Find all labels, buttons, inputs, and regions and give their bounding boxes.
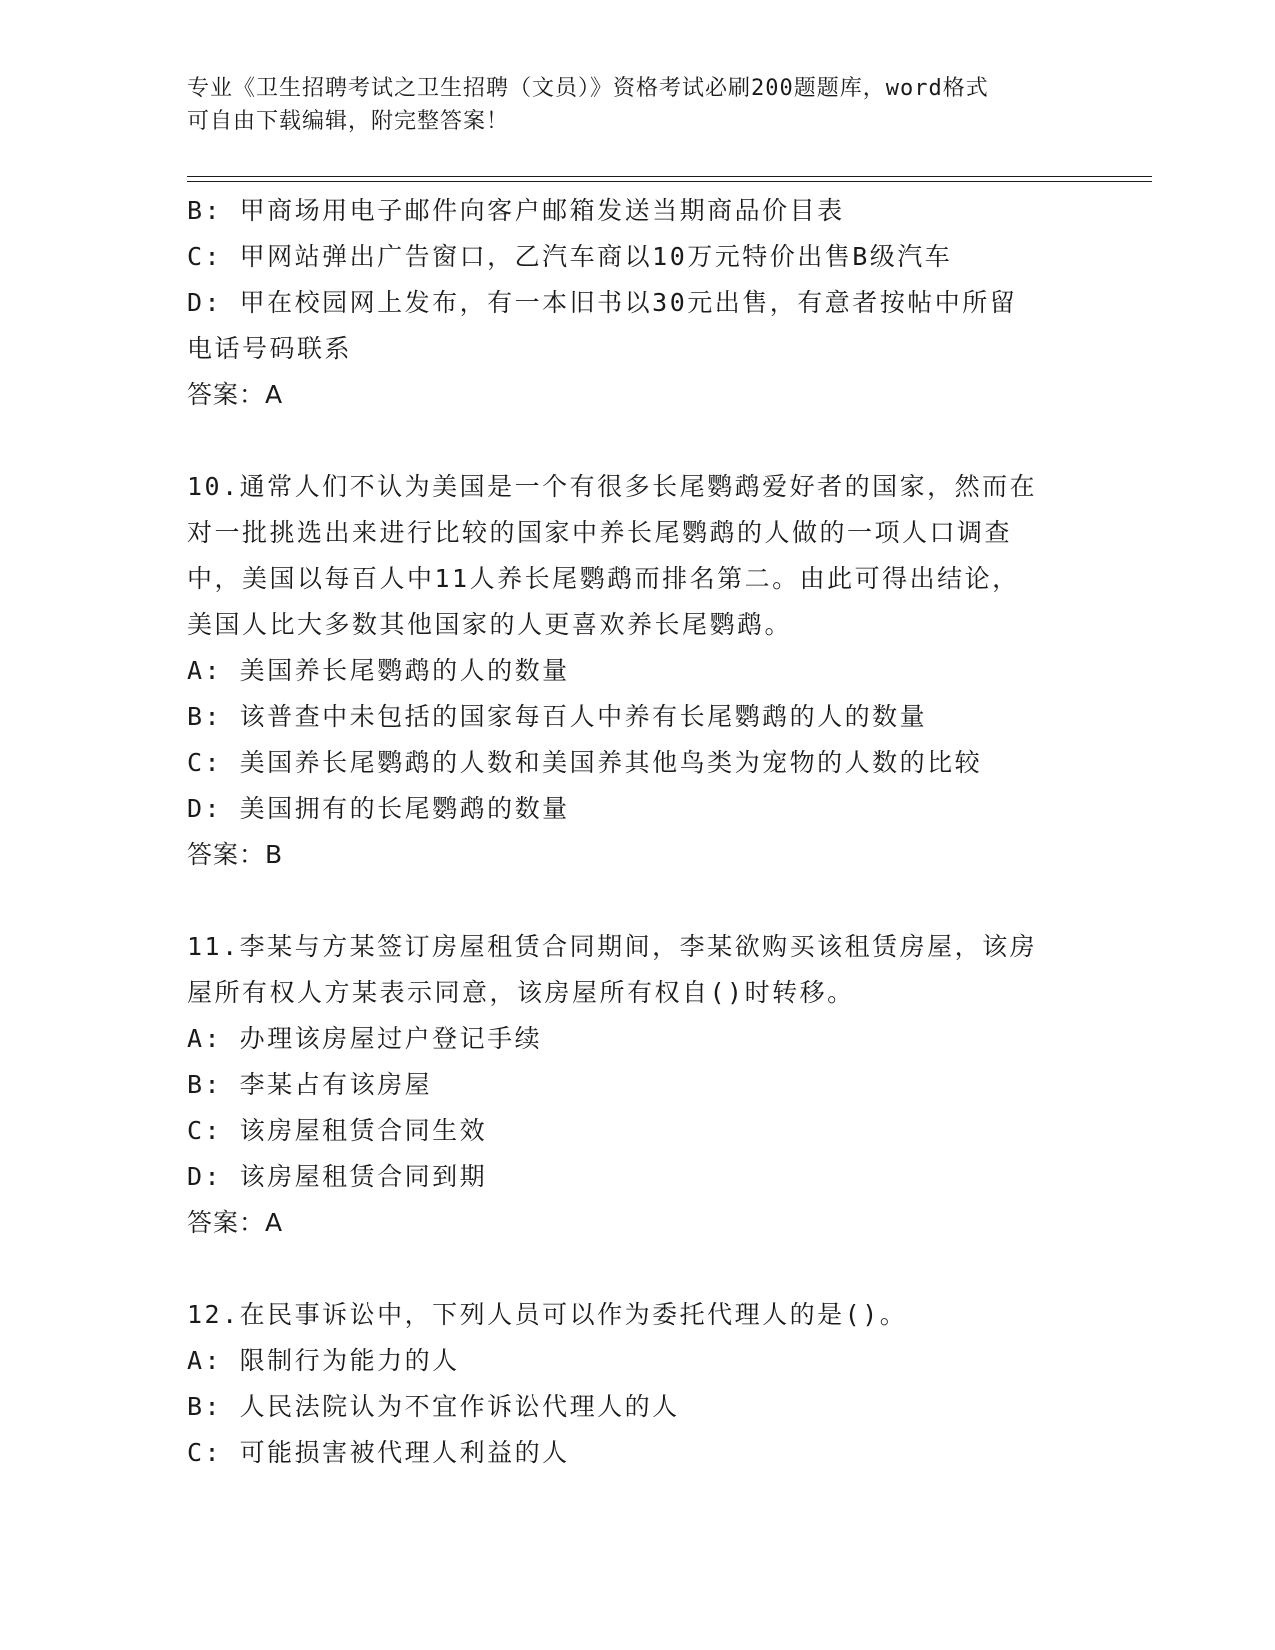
question-stem-continued: 屋所有权人方某表示同意，该房屋所有权自()时转移。 <box>187 978 855 1007</box>
question-stem: 10.通常人们不认为美国是一个有很多长尾鹦鹉爱好者的国家，然而在 <box>187 472 1038 501</box>
option-d: D: 该房屋租赁合同到期 <box>187 1162 488 1191</box>
spacer <box>187 418 1087 464</box>
option-a: A: 办理该房屋过户登记手续 <box>187 1024 543 1053</box>
header-rule-top <box>187 176 1152 177</box>
option-c: C: 甲网站弹出广告窗口，乙汽车商以10万元特价出售B级汽车 <box>187 242 953 271</box>
option-d: D: 美国拥有的长尾鹦鹉的数量 <box>187 794 570 823</box>
option-b: B: 人民法院认为不宜作诉讼代理人的人 <box>187 1392 680 1421</box>
question-12 <box>187 1292 1087 1476</box>
option-b: B: 该普查中未包括的国家每百人中养有长尾鹦鹉的人的数量 <box>187 702 928 731</box>
question-stem-continued: 对一批挑选出来进行比较的国家中养长尾鹦鹉的人做的一项人口调查 <box>187 518 1013 547</box>
option-c: C: 该房屋租赁合同生效 <box>187 1116 488 1145</box>
option-a: A: 限制行为能力的人 <box>187 1346 460 1375</box>
option-c: C: 美国养长尾鹦鹉的人数和美国养其他鸟类为宠物的人数的比较 <box>187 748 983 777</box>
spacer <box>187 878 1087 924</box>
question-stem-continued: 美国人比大多数其他国家的人更喜欢养长尾鹦鹉。 <box>187 610 793 639</box>
spacer <box>187 1246 1087 1292</box>
question-11 <box>187 924 1087 1246</box>
answer: 答案：A <box>187 380 284 409</box>
header-line-2: 可自由下载编辑，附完整答案！ <box>187 109 510 134</box>
question-10 <box>187 464 1087 878</box>
option-b: B: 李某占有该房屋 <box>187 1070 433 1099</box>
option-d: D: 甲在校园网上发布，有一本旧书以30元出售，有意者按帖中所留 <box>187 288 1018 317</box>
question-9 <box>187 188 1087 418</box>
header-rule-bottom <box>187 181 1152 182</box>
question-stem: 12.在民事诉讼中，下列人员可以作为委托代理人的是()。 <box>187 1300 908 1329</box>
question-stem-continued: 中，美国以每百人中11人养长尾鹦鹉而排名第二。由此可得出结论， <box>187 564 1020 593</box>
document-header <box>187 72 1087 138</box>
answer: 答案：A <box>187 1208 284 1237</box>
option-b: B: 甲商场用电子邮件向客户邮箱发送当期商品价目表 <box>187 196 845 225</box>
document-body <box>187 188 1087 1476</box>
header-line-1: 专业《卫生招聘考试之卫生招聘（文员）》资格考试必刷200题题库，word格式 <box>187 76 989 101</box>
question-stem: 11.李某与方某签订房屋租赁合同期间，李某欲购买该租赁房屋，该房 <box>187 932 1038 961</box>
option-c: C: 可能损害被代理人利益的人 <box>187 1438 570 1467</box>
option-d-continued: 电话号码联系 <box>187 334 353 363</box>
answer: 答案：B <box>187 840 284 869</box>
option-a: A: 美国养长尾鹦鹉的人的数量 <box>187 656 570 685</box>
